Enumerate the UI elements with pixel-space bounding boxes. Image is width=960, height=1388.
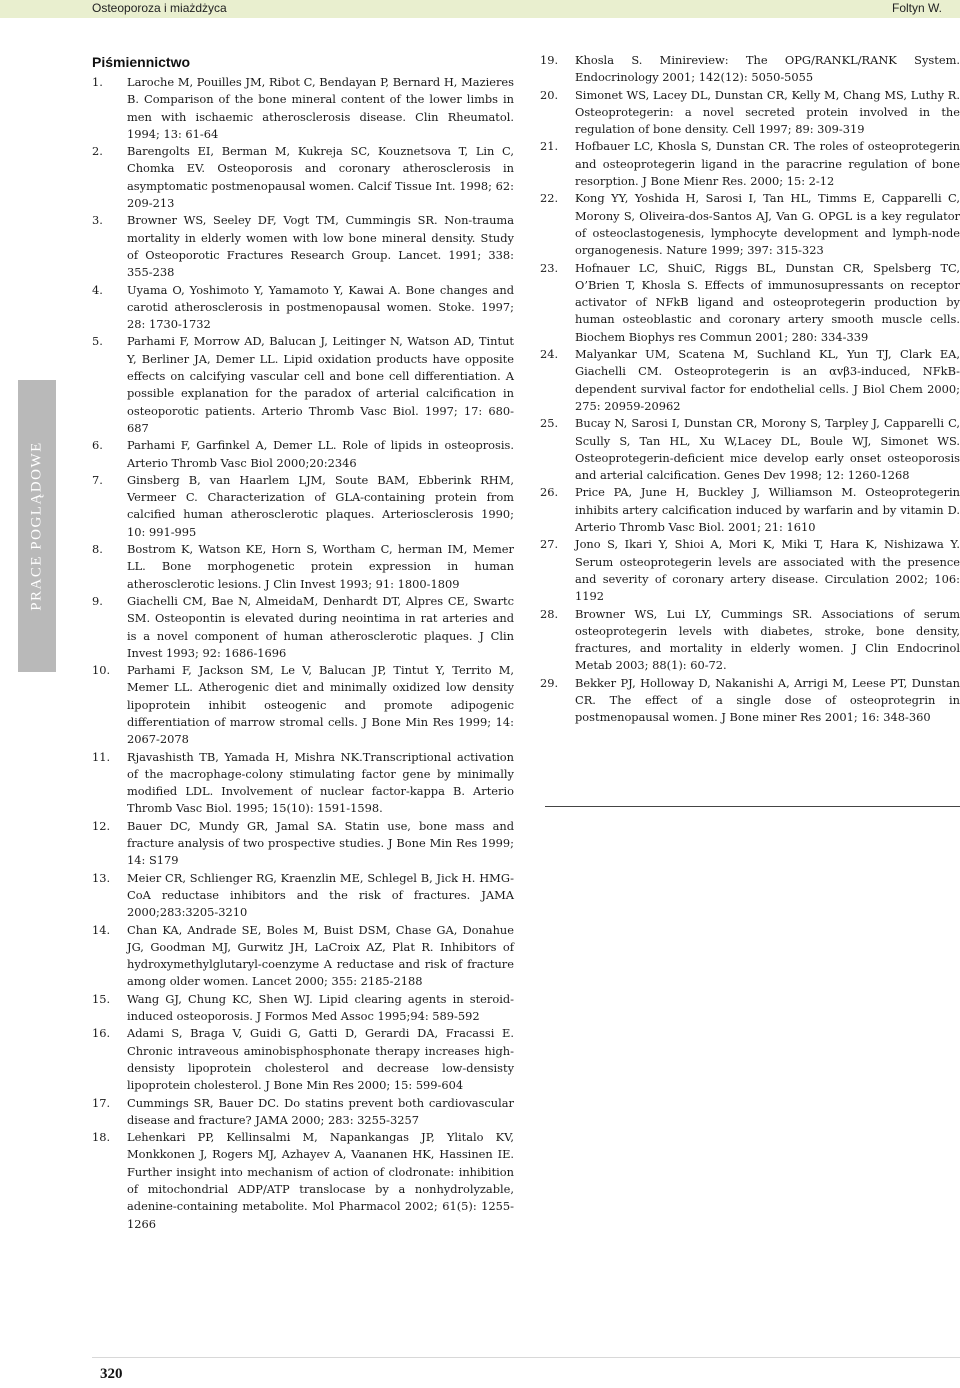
reference-text: Ginsberg B, van Haarlem LJM, Soute BAM, Ebberink RHM, Vermeer C. Characterization of GLA-containing protein from calcified human atherosclerotic plaques. Arteriosclerosis 1990; 10: 991-995 xyxy=(127,472,514,539)
reference-number: 26. xyxy=(540,485,559,500)
reference-number: 2. xyxy=(92,144,103,159)
reference-text: Lehenkari PP, Kellinsalmi M, Napankangas JP, Ylitalo KV, Monkkonen J, Rogers MJ, Azhayev A, Vaananen HK, Hassinen IE. Further insight into mechanism of action of clodronate: inhibition of mitochondrial ADP/ATP translocase by a nonhydrolyzable, adenine-containing metabolite. Mol Pharmacol 2002; 61(5): 1255-1266 xyxy=(127,1130,514,1231)
reference-item xyxy=(540,190,960,259)
reference-item xyxy=(92,991,514,1026)
footer-divider xyxy=(92,1357,960,1358)
reference-item xyxy=(92,749,514,818)
page-number: 320 xyxy=(100,1366,123,1382)
reference-text: Giachelli CM, Bae N, AlmeidaM, Denhardt DT, Alpres CE, Swartc SM. Osteopontin is elevated during neointima in rat arteries and is a novel component of human atherosclerotic plaques. J Clin Invest 1993; 92: 1686-1696 xyxy=(127,593,514,660)
reference-number: 20. xyxy=(540,87,559,102)
header-author: Foltyn W. xyxy=(891,1,942,15)
reference-item xyxy=(92,74,514,143)
reference-number: 24. xyxy=(540,347,559,362)
reference-item xyxy=(92,870,514,922)
reference-item xyxy=(540,675,960,727)
references-heading: Piśmiennictwo xyxy=(92,54,191,70)
reference-text: Cummings SR, Bauer DC. Do statins prevent both cardiovascular disease and fracture? JAMA 2000; 283: 3255-3257 xyxy=(127,1095,514,1127)
reference-item xyxy=(92,593,514,662)
reference-number: 19. xyxy=(540,53,559,67)
reference-number: 15. xyxy=(92,991,111,1006)
reference-item xyxy=(92,333,514,437)
reference-text: Bucay N, Sarosi I, Dunstan CR, Morony S, Tarpley J, Capparelli C, Scully S, Tan HL, Xu W,Lacey DL, Boule WJ, Simonet WS. Osteoprotegerin-deficient mice develop early onset osteoporosis and arterial calcification. Genes Dev 1998; 12: 1260-1268 xyxy=(575,416,960,483)
reference-text: Bauer DC, Mundy GR, Jamal SA. Statin use, bone mass and fracture analysis of two prospective studies. J Bone Min Res 1999; 14: S179 xyxy=(127,818,514,868)
reference-text: Jono S, Ikari Y, Shioi A, Mori K, Miki T, Hara K, Nishizawa Y. Serum osteoprotegerin levels are associated with the presence and severity of coronary artery disease. Circulation 2002; 106: 1192 xyxy=(575,537,960,604)
reference-item xyxy=(540,484,960,536)
reference-text: Barengolts EI, Berman M, Kukreja SC, Kouznetsova T, Lin C, Chomka EV. Osteoporosis and coronary atherosclerosis in asymptomatic postmenopausal women. Calcif Tissue Int. 1998; 62: 209-213 xyxy=(127,144,514,211)
reference-number: 8. xyxy=(92,542,103,557)
references-list-right xyxy=(540,52,960,727)
reference-item xyxy=(540,87,960,139)
reference-text: Malyankar UM, Scatena M, Suchland KL, Yun TJ, Clark EA, Giachelli CM. Osteoprotegerin is an αvβ3-induced, NFkB-dependent survival factor for endothelial cells. J Biol Chem 2000; 275: 20959-20962 xyxy=(575,347,960,413)
reference-item xyxy=(540,415,960,484)
reference-text: Price PA, June H, Buckley J, Williamson M. Osteoprotegerin inhibits artery calcification induced by warfarin and by vitamin D. Arterio Thromb Vasc Biol. 2001; 21: 1610 xyxy=(575,485,960,535)
reference-number: 27. xyxy=(540,537,559,552)
reference-number: 22. xyxy=(540,191,559,206)
reference-number: 25. xyxy=(540,416,559,431)
reference-text: Simonet WS, Lacey DL, Dunstan CR, Kelly M, Chang MS, Luthy R. Osteoprotegerin: a novel secreted protein involved in the regulation of bone density. Cell 1997; 89: 309-319 xyxy=(575,87,960,137)
references-column-right xyxy=(540,52,960,727)
reference-text: Hofnauer LC, ShuiC, Riggs BL, Dunstan CR, Spelsberg TC, O’Brien T, Khosla S. Effects of immunosupressants on receptor activator of NFkB ligand and osteoprotegerin production by human osteoblastic and coronary artery smooth muscle cells. Biochem Biophys res Commun 2001; 280: 334-339 xyxy=(575,260,960,344)
reference-item xyxy=(540,260,960,346)
reference-text: Khosla S. Minireview: The OPG/RANKL/RANK System. Endocrinology 2001; 142(12): 5050-5055 xyxy=(575,53,960,85)
reference-number: 29. xyxy=(540,675,559,690)
reference-text: Bekker PJ, Holloway D, Nakanishi A, Arrigi M, Leese PT, Dunstan CR. The effect of a single dose of osteoprotegrin in postmenopausal women. J Bone miner Res 2001; 16: 348-360 xyxy=(575,675,960,725)
section-side-label: PRACE POGLĄDOWE xyxy=(28,441,45,611)
reference-number: 6. xyxy=(92,438,103,453)
reference-item xyxy=(540,346,960,415)
reference-item xyxy=(92,1095,514,1130)
reference-number: 4. xyxy=(92,282,103,297)
reference-number: 5. xyxy=(92,334,103,349)
reference-number: 28. xyxy=(540,606,559,621)
reference-text: Browner WS, Seeley DF, Vogt TM, Cummingis SR. Non-trauma mortality in elderly women with low bone mineral density. Study of Osteoporotic Fractures Research Group. Lancet. 1991; 338: 355-238 xyxy=(127,213,514,280)
reference-item xyxy=(540,52,960,87)
reference-item xyxy=(540,138,960,190)
references-column-left xyxy=(92,52,514,1233)
reference-number: 7. xyxy=(92,472,103,487)
reference-item xyxy=(92,1129,514,1233)
reference-item xyxy=(92,143,514,212)
reference-number: 1. xyxy=(92,75,103,89)
reference-text: Browner WS, Lui LY, Cummings SR. Associations of serum osteoprotegerin levels with diabetes, stroke, bone density, fractures, and mortality in elderly women. J Clin Endocrinol Metab 2003; 88(1): 60-72. xyxy=(575,606,960,673)
reference-item xyxy=(92,541,514,593)
reference-text: Hofbauer LC, Khosla S, Dunstan CR. The roles of osteoprotegerin and osteoprotegerin ligand in the paracrine regulation of bone resorption. J Bone Mienr Res. 2000; 15: 2-12 xyxy=(575,139,960,189)
reference-number: 3. xyxy=(92,213,103,228)
running-header xyxy=(0,0,960,18)
reference-text: Rjavashisth TB, Yamada H, Mishra NK.Transcriptional activation of the macrophage-colony stimulating factor gene by minimally modified LDL. Involvement of nuclear factor-kappa B. Arterio Thromb Vasc Biol. 1995; 15(10): 1591-1598. xyxy=(127,749,514,816)
references-list-left xyxy=(92,74,514,1233)
reference-item xyxy=(92,922,514,991)
header-title: Osteoporoza i miażdżyca xyxy=(92,1,227,15)
reference-text: Bostrom K, Watson KE, Horn S, Wortham C, herman IM, Memer LL. Bone morphogenetic protein expression in human atherosclerotic lesions. J Clin Invest 1993; 91: 1800-1809 xyxy=(127,542,514,591)
reference-text: Uyama O, Yoshimoto Y, Yamamoto Y, Kawai A. Bone changes and carotid atherosclerosis in postmenopausal women. Stoke. 1997; 28: 1730-1732 xyxy=(127,282,514,332)
reference-item xyxy=(92,1025,514,1094)
reference-number: 11. xyxy=(92,749,111,764)
section-side-band xyxy=(18,380,56,672)
reference-number: 10. xyxy=(92,663,111,678)
reference-item xyxy=(92,437,514,472)
reference-number: 23. xyxy=(540,260,559,275)
reference-item xyxy=(92,282,514,334)
reference-number: 18. xyxy=(92,1130,111,1145)
reference-number: 16. xyxy=(92,1026,111,1041)
reference-number: 12. xyxy=(92,818,111,833)
reference-text: Parhami F, Morrow AD, Balucan J, Leitinger N, Watson AD, Tintut Y, Berliner JA, Demer LL. Lipid oxidation products have opposite effects on calcifying vascular cell and bone cell differentiation. A possible explanation for the paradox of arterial calcification in osteoporotic patients. Arterio Thromb Vasc Biol. 1997; 17: 680-687 xyxy=(127,334,514,435)
reference-item xyxy=(92,212,514,281)
reference-text: Chan KA, Andrade SE, Boles M, Buist DSM, Chase GA, Donahue JG, Goodman MJ, Gurwitz JH, LaCroix AZ, Plat R. Inhibitors of hydroxymethylglutaryl-coenzyme A reductase and risk of fracture among older women. Lancet 2000; 355: 2185-2188 xyxy=(127,922,514,989)
reference-number: 14. xyxy=(92,922,111,937)
reference-item xyxy=(92,662,514,748)
reference-number: 9. xyxy=(92,593,103,608)
reference-text: Wang GJ, Chung KC, Shen WJ. Lipid clearing agents in steroid-induced osteoporosis. J Formos Med Assoc 1995;94: 589-592 xyxy=(127,991,514,1024)
reference-number: 13. xyxy=(92,870,111,885)
reference-text: Adami S, Braga V, Guidi G, Gatti D, Gerardi DA, Fracassi E. Chronic intraveous aminobisphosphonate therapy increases high-densisty lipoprotein cholesterol and decrease low-densisty lipoprotein cholesterol. J Bone Min Res 2000; 15: 599-604 xyxy=(127,1026,514,1093)
reference-text: Meier CR, Schlienger RG, Kraenzlin ME, Schlegel B, Jick H. HMG-CoA reductase inhibitors and the risk of fractures. JAMA 2000;283:3205-3210 xyxy=(127,870,514,920)
reference-text: Laroche M, Pouilles JM, Ribot C, Bendayan P, Bernard H, Mazieres B. Comparison of the bone mineral content of the lower limbs in men with ischaemic atherosclerosis disease. Clin Rheumatol. 1994; 13: 61-64 xyxy=(127,75,514,141)
reference-text: Parhami F, Jackson SM, Le V, Balucan JP, Tintut Y, Territo M, Memer LL. Atherogenic diet and minimally oxidized low density lipoprotein inhibit osteogenic and promote adipogenic differentiation of marrow stromal cells. J Bone Min Res 1999; 14: 2067-2078 xyxy=(127,663,514,747)
reference-number: 21. xyxy=(540,139,559,154)
column-end-rule xyxy=(545,806,960,807)
reference-item xyxy=(92,472,514,541)
reference-item xyxy=(92,818,514,870)
reference-text: Parhami F, Garfinkel A, Demer LL. Role of lipids in osteoprosis. Arterio Thromb Vasc Biol 2000;20:2346 xyxy=(127,438,514,470)
reference-item xyxy=(540,606,960,675)
reference-number: 17. xyxy=(92,1095,111,1110)
reference-text: Kong YY, Yoshida H, Sarosi I, Tan HL, Timms E, Capparelli C, Morony S, Oliveira-dos-Santos AJ, Van G. OPGL is a key regulator of osteoclastogenesis, lymphocyte development and lymph-node organogenesis. Nature 1999; 397: 315-323 xyxy=(575,191,960,258)
reference-item xyxy=(540,536,960,605)
